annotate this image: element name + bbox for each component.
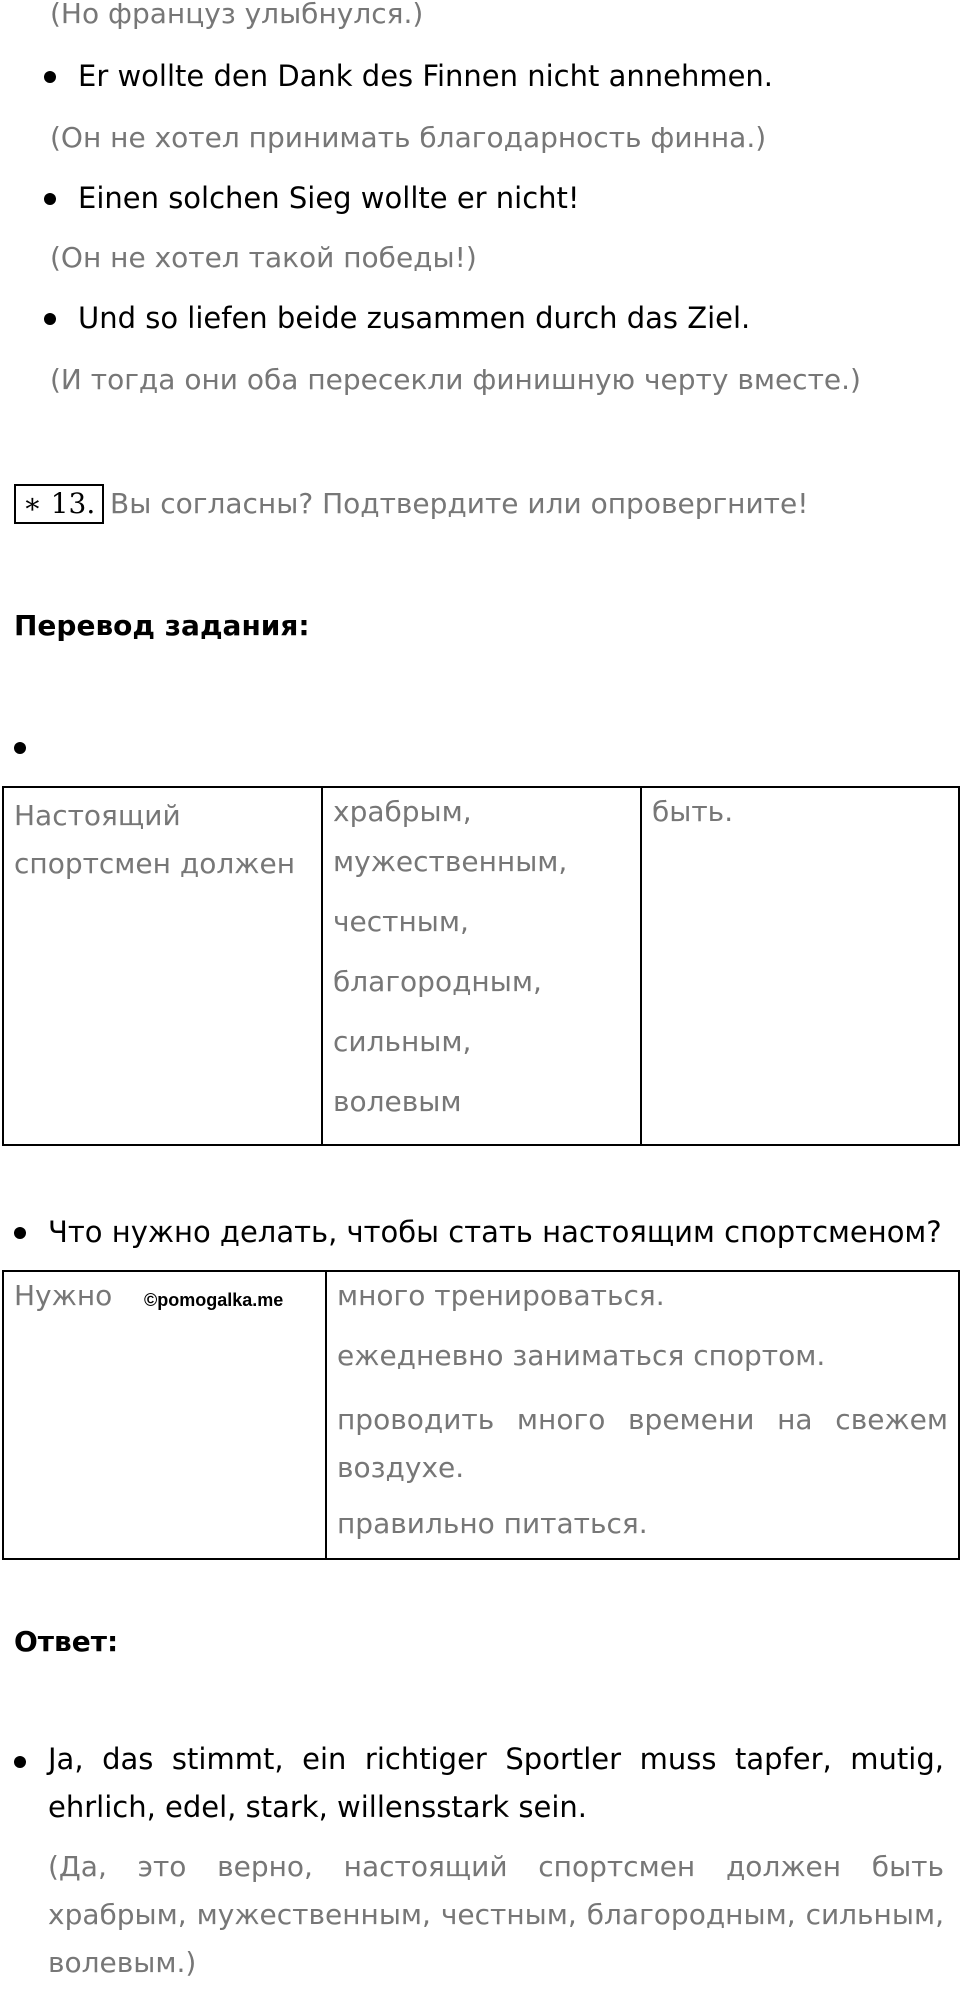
answer-german: Ja, das stimmt, ein richtiger Sportler muss tapfer, mutig, ehrlich, edel, stark, willensstark sein. bbox=[48, 1742, 944, 1824]
translation-line: (Он не хотел такой победы!) bbox=[50, 241, 477, 274]
phrase-table bbox=[2, 1270, 960, 1560]
german-sentence: Und so liefen beide zusammen durch das Ziel. bbox=[78, 301, 751, 335]
cell-text: Нужно bbox=[14, 1279, 113, 1312]
section-heading: Ответ: bbox=[14, 1625, 119, 1658]
bullet-icon bbox=[44, 193, 56, 205]
cell-text: благородным, bbox=[333, 965, 542, 998]
cell-text: много тренироваться. bbox=[337, 1279, 665, 1312]
translation-line: (Но француз улыбнулся.) bbox=[50, 0, 424, 30]
bullet-icon bbox=[14, 1227, 26, 1239]
answer-translation: (Да, это верно, настоящий спортсмен должен быть храбрым, мужественным, честным, благородным, сильным, волевым.) bbox=[48, 1850, 944, 1979]
cell-text: мужественным, bbox=[333, 845, 568, 878]
table-cell bbox=[3, 1271, 326, 1559]
cell-text: Настоящий спортсмен должен bbox=[14, 799, 296, 880]
cell-text: ежедневно заниматься спортом. bbox=[337, 1339, 826, 1372]
cell-text: храбрым, bbox=[333, 795, 472, 828]
cell-text: сильным, bbox=[333, 1025, 472, 1058]
cell-text: проводить много времени на свежем воздухе. bbox=[337, 1403, 948, 1484]
question-text: Что нужно делать, чтобы стать настоящим спортсменом? bbox=[48, 1215, 942, 1249]
answer-item bbox=[14, 1735, 944, 1987]
german-sentence: Einen solchen Sieg wollte er nicht! bbox=[78, 181, 580, 215]
bullet-icon bbox=[14, 742, 26, 754]
task-text: Вы согласны? Подтвердите или опровергните! bbox=[110, 487, 809, 520]
table-cell bbox=[641, 787, 959, 1145]
table-cell bbox=[322, 787, 641, 1145]
bullet-icon bbox=[44, 313, 56, 325]
watermark: ©pomogalka.me bbox=[144, 1290, 284, 1310]
translation-line: (И тогда они оба пересекли финишную черту вместе.) bbox=[50, 363, 861, 396]
bullet-icon bbox=[14, 1756, 26, 1768]
translation-line: (Он не хотел принимать благодарность финна.) bbox=[50, 121, 767, 154]
table-cell bbox=[3, 787, 322, 1145]
table-cell bbox=[326, 1271, 959, 1559]
bullet-icon bbox=[44, 71, 56, 83]
cell-text: честным, bbox=[333, 905, 469, 938]
section-heading: Перевод задания: bbox=[14, 609, 310, 642]
task-number: ∗ 13. bbox=[14, 484, 104, 524]
cell-text: волевым bbox=[333, 1085, 462, 1118]
german-sentence: Er wollte den Dank des Finnen nicht annehmen. bbox=[78, 59, 774, 93]
cell-text: правильно питаться. bbox=[337, 1507, 648, 1540]
cell-text: быть. bbox=[652, 795, 734, 828]
phrase-table bbox=[2, 786, 960, 1146]
